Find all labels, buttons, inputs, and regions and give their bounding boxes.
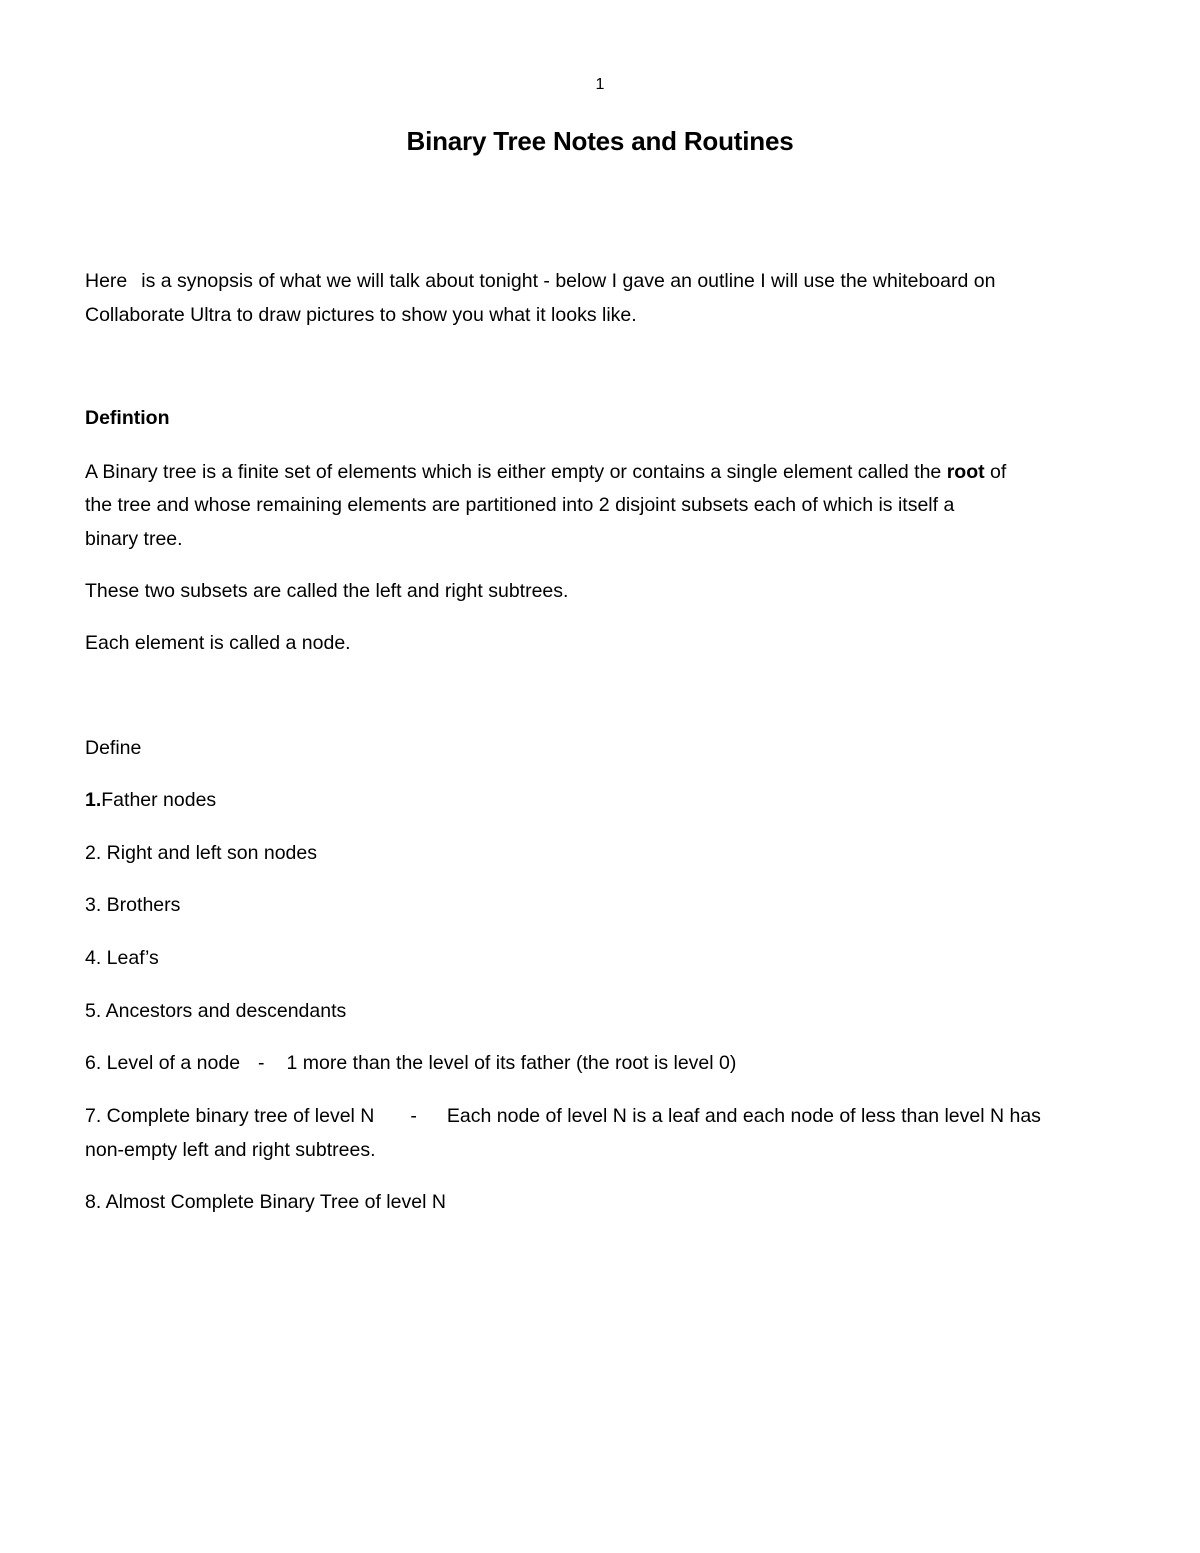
- definition-line-1-end: of: [990, 461, 1007, 483]
- definition-heading: Defintion: [85, 407, 170, 429]
- list-item-1-number: 1.: [85, 789, 102, 811]
- list-item-4: 4. Leaf’s: [85, 947, 159, 969]
- page-number: 1: [595, 76, 605, 93]
- intro-line-1-rest: is a synopsis of what we will talk about tonight - below I gave an outline I will use the whiteboard on: [141, 270, 996, 292]
- list-item-6-term: 6. Level of a node: [85, 1052, 241, 1074]
- list-item-1: [85, 783, 1120, 817]
- list-item-8: 8. Almost Complete Binary Tree of level N: [85, 1191, 446, 1213]
- definition-line-2: the tree and whose remaining elements are partitioned into 2 disjoint subsets each of which is itself a: [85, 494, 955, 516]
- document-title: Binary Tree Notes and Routines: [406, 126, 794, 156]
- list-item-7-description: Each node of level N is a leaf and each node of less than level N has: [446, 1105, 1041, 1127]
- list-item-6-description: 1 more than the level of its father (the root is level 0): [286, 1052, 737, 1074]
- definition-line-3: binary tree.: [85, 528, 183, 550]
- list-item-3: 3. Brothers: [85, 894, 181, 916]
- list-item-7-dash: -: [410, 1105, 417, 1127]
- intro-line-2: Collaborate Ultra to draw pictures to show you what it looks like.: [85, 304, 637, 326]
- definition-line-1-start: A Binary tree is a finite set of elements which is either empty or contains a single element called the: [85, 461, 942, 483]
- list-item-2: 2. Right and left son nodes: [85, 842, 317, 864]
- define-heading: Define: [85, 737, 142, 759]
- list-item-1-text: Father nodes: [101, 789, 217, 811]
- intro-word-here: Here: [85, 270, 128, 292]
- list-item-6: [85, 1046, 1120, 1080]
- list-item-7-term: 7. Complete binary tree of level N: [85, 1105, 375, 1127]
- list-item-6-dash: -: [258, 1052, 265, 1074]
- definition-root-term: root: [946, 461, 985, 483]
- definition-line-1: [85, 455, 1120, 489]
- list-item-7-continuation: non-empty left and right subtrees.: [85, 1139, 376, 1161]
- list-item-5: 5. Ancestors and descendants: [85, 1000, 347, 1022]
- subtrees-sentence: These two subsets are called the left and right subtrees.: [85, 580, 569, 602]
- list-item-7: [85, 1099, 1120, 1133]
- intro-line-1: [85, 264, 1120, 298]
- node-sentence: Each element is called a node.: [85, 632, 351, 654]
